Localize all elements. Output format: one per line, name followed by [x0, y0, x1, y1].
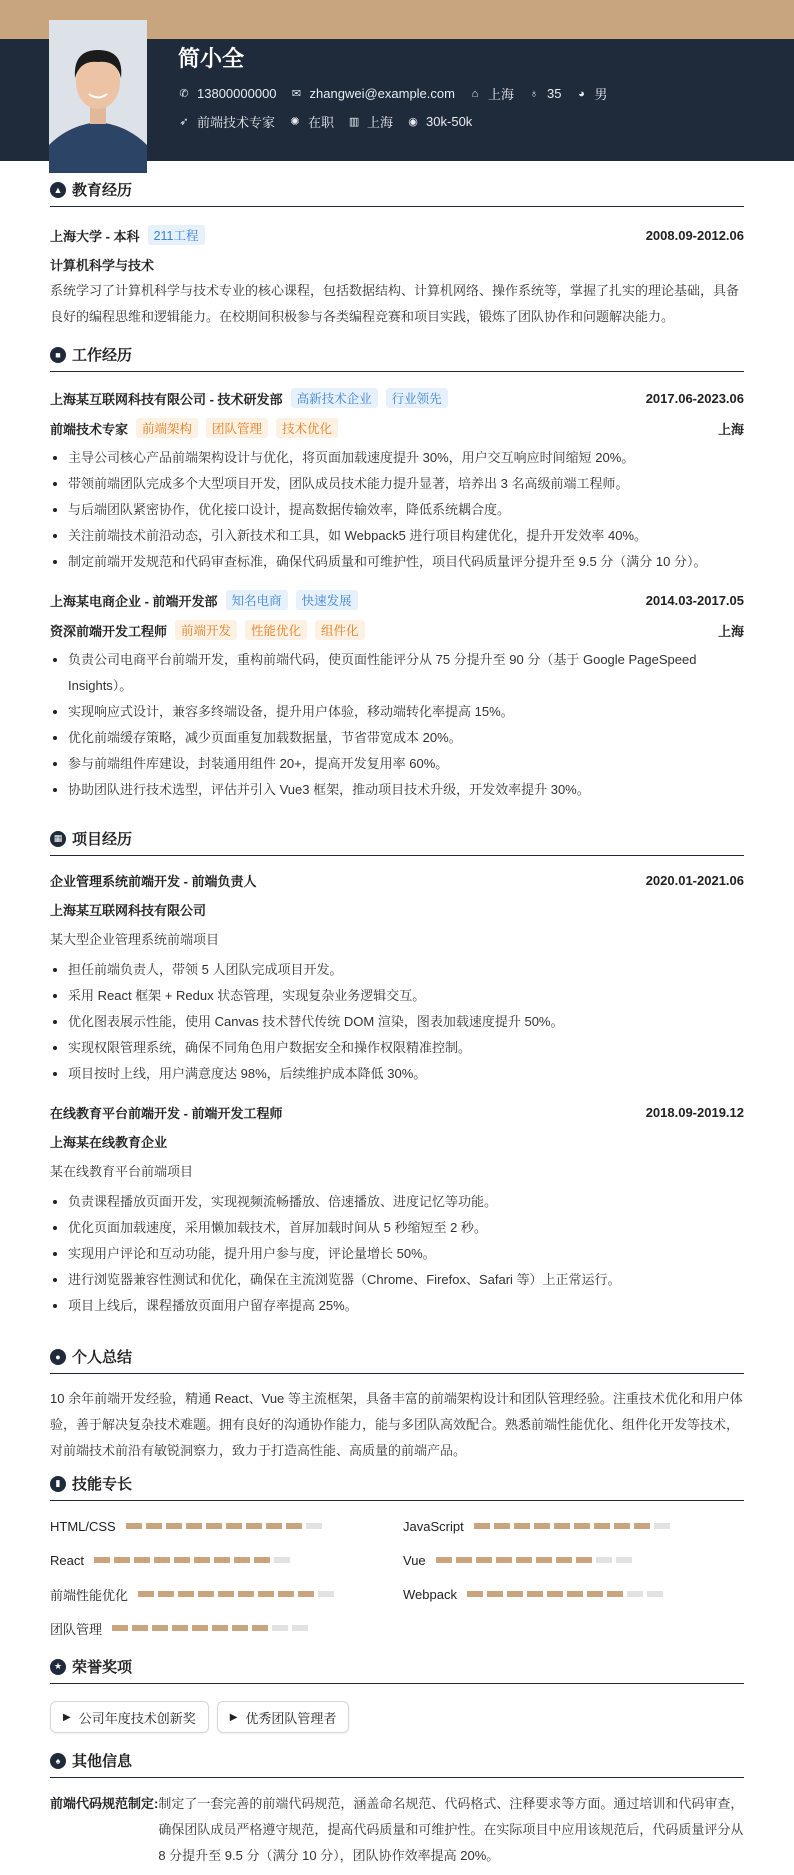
play-icon: ▶ [229, 1711, 238, 1723]
skill-segment-filled [467, 1591, 483, 1597]
award-item[interactable] [217, 1701, 350, 1733]
skill-segment-filled [487, 1591, 503, 1597]
skill-segment-filled [574, 1523, 590, 1529]
role-tag: 前端架构 [136, 418, 198, 438]
skill-segment-filled [246, 1523, 262, 1529]
phone-icon: ✆ [179, 88, 189, 100]
section-title: 技能专长 [72, 1476, 133, 1493]
skill-segment-filled [554, 1523, 570, 1529]
status: 在职 [308, 115, 335, 130]
skill-item [50, 1577, 403, 1611]
skill-segment-filled [192, 1625, 208, 1631]
skill-segment-empty [292, 1625, 308, 1631]
skill-item [403, 1509, 744, 1543]
skill-level-bar [126, 1523, 322, 1529]
list-item: 进行浏览器兼容性测试和优化，确保在主流浏览器（Chrome、Firefox、Safari 等）上正常运行。 [50, 1267, 744, 1293]
skill-item [50, 1509, 403, 1543]
skill-name: HTML/CSS [50, 1518, 116, 1534]
briefcase-icon: ■ [50, 347, 66, 363]
skill-segment-empty [272, 1625, 288, 1631]
candidate-name: 简小全 [178, 46, 245, 71]
skill-segment-empty [274, 1557, 290, 1563]
list-item: 参与前端组件库建设，封装通用组件 20+，提高开发复用率 60%。 [50, 751, 744, 777]
skill-segment-filled [534, 1523, 550, 1529]
skill-segment-empty [654, 1523, 670, 1529]
skill-level-bar [467, 1591, 663, 1597]
section-title: 其他信息 [72, 1753, 133, 1770]
skill-segment-filled [178, 1591, 194, 1597]
skill-item [50, 1611, 403, 1645]
skill-segment-filled [516, 1557, 532, 1563]
list-item: 实现响应式设计，兼容多终端设备，提升用户体验，移动端转化率提高 15%。 [50, 699, 744, 725]
section-awards-heading [50, 1650, 744, 1684]
status-icon: ✺ [290, 116, 300, 128]
skill-segment-filled [587, 1591, 603, 1597]
skill-segment-filled [218, 1591, 234, 1597]
skill-level-bar [112, 1625, 308, 1631]
salary-icon: ◉ [408, 116, 418, 128]
home-icon: ⌂ [471, 87, 479, 100]
project-desc: 某在线教育平台前端项目 [50, 1164, 194, 1179]
project-desc: 某大型企业管理系统前端项目 [50, 932, 220, 947]
company-row [50, 383, 744, 413]
send-icon: ➶ [179, 116, 189, 128]
phone: 13800000000 [197, 86, 277, 101]
skill-level-bar [138, 1591, 334, 1597]
section-title: 教育经历 [72, 182, 133, 199]
skill-segment-filled [166, 1523, 182, 1529]
skill-segment-filled [474, 1523, 490, 1529]
salary: 30k-50k [426, 114, 473, 129]
bullet-list [50, 445, 744, 575]
skill-segment-filled [494, 1523, 510, 1529]
skill-name: Vue [403, 1552, 426, 1568]
chart-icon: ▮ [50, 1476, 66, 1492]
skill-level-bar [94, 1557, 290, 1563]
education-desc: 系统学习了计算机科学与技术专业的核心课程，包括数据结构、计算机网络、操作系统等，掌握了扎实的理论基础，具备良好的编程思维和逻辑能力。在校期间积极参与各类编程竞赛和项目实践，锻炼了团队协作和问题解决能力。 [50, 283, 740, 324]
skill-segment-filled [514, 1523, 530, 1529]
skill-segment-filled [234, 1557, 250, 1563]
skill-segment-filled [212, 1625, 228, 1631]
skill-segment-filled [476, 1557, 492, 1563]
skill-segment-filled [214, 1557, 230, 1563]
skill-segment-filled [547, 1591, 563, 1597]
skill-segment-filled [254, 1557, 270, 1563]
skill-segment-filled [114, 1557, 130, 1563]
skill-segment-filled [154, 1557, 170, 1563]
list-item: 采用 React 框架 + Redux 状态管理，实现复杂业务逻辑交互。 [50, 983, 744, 1009]
skill-segment-filled [576, 1557, 592, 1563]
project-company: 上海某互联网科技有限公司 [50, 903, 207, 918]
skill-segment-filled [286, 1523, 302, 1529]
list-item: 优化图表展示性能，使用 Canvas 技术替代传统 DOM 渲染，图表加载速度提升 50%。 [50, 1009, 744, 1035]
company-tag: 高新技术企业 [291, 388, 378, 408]
skill-item [403, 1577, 744, 1611]
skill-segment-filled [266, 1523, 282, 1529]
skill-segment-filled [226, 1523, 242, 1529]
avatar-photo [49, 20, 147, 173]
skill-segment-filled [158, 1591, 174, 1597]
section-title: 工作经历 [72, 347, 133, 364]
skill-segment-filled [278, 1591, 294, 1597]
list-item: 优化页面加载速度，采用懒加载技术，首屏加载时间从 5 秒缩短至 2 秒。 [50, 1215, 744, 1241]
skill-segment-filled [206, 1523, 222, 1529]
skill-segment-filled [496, 1557, 512, 1563]
skill-segment-filled [174, 1557, 190, 1563]
skill-segment-empty [306, 1523, 322, 1529]
position: 前端技术专家 [197, 115, 276, 130]
list-item: 主导公司核心产品前端架构设计与优化，将页面加载速度提升 30%，用户交互响应时间缩短 20%。 [50, 445, 744, 471]
skill-segment-filled [232, 1625, 248, 1631]
company-row [50, 585, 744, 615]
profile-header [0, 0, 794, 161]
section-title: 项目经历 [72, 831, 133, 848]
skill-segment-filled [134, 1557, 150, 1563]
skill-segment-filled [607, 1591, 623, 1597]
skill-segment-empty [616, 1557, 632, 1563]
project-title-row [50, 1098, 744, 1127]
skill-segment-filled [456, 1557, 472, 1563]
skill-name: 前端性能优化 [50, 1587, 129, 1603]
company-tag: 快速发展 [296, 590, 358, 610]
skill-segment-filled [298, 1591, 314, 1597]
list-item: 项目上线后，课程播放页面用户留存率提高 25%。 [50, 1293, 744, 1319]
tag: 211工程 [148, 225, 205, 245]
skill-segment-filled [556, 1557, 572, 1563]
list-item: 关注前端技术前沿动态，引入新技术和工具，如 Webpack5 进行项目构建优化，提升开发效率 40%。 [50, 523, 744, 549]
skill-segment-filled [567, 1591, 583, 1597]
date: 2017.06-2023.06 [645, 390, 744, 406]
skill-level-bar [474, 1523, 670, 1529]
skill-segment-filled [112, 1625, 128, 1631]
list-item: 项目按时上线，用户满意度达 98%，后续维护成本降低 30%。 [50, 1061, 744, 1087]
skill-segment-empty [627, 1591, 643, 1597]
company-left [50, 590, 358, 610]
role-tag: 性能优化 [245, 620, 307, 640]
role-left [50, 418, 338, 438]
info-icon: ♠ [50, 1753, 66, 1769]
skill-segment-empty [647, 1591, 663, 1597]
section-title: 个人总结 [72, 1349, 133, 1366]
list-item: 负责课程播放页面开发，实现视频流畅播放、倍速播放、进度记忆等功能。 [50, 1189, 744, 1215]
role-tag: 技术优化 [276, 418, 338, 438]
skill-name: JavaScript [403, 1518, 464, 1534]
award-label: 公司年度技术创新奖 [78, 1710, 196, 1726]
list-item: 协助团队进行技术选型，评估并引入 Vue3 框架，推动项目技术升级，开发效率提升 30%。 [50, 777, 744, 803]
skill-segment-empty [596, 1557, 612, 1563]
major: 计算机科学与技术 [50, 257, 155, 273]
skill-segment-filled [94, 1557, 110, 1563]
building-icon: ▥ [348, 116, 360, 128]
award-item[interactable] [50, 1701, 209, 1733]
school: 上海大学 - 本科 [50, 228, 140, 244]
company: 上海某电商企业 - 前端开发部 [50, 593, 218, 609]
skill-name: React [50, 1552, 84, 1568]
skill-segment-filled [194, 1557, 210, 1563]
list-item: 制定前端开发规范和代码审查标准，确保代码质量和可维护性，项目代码质量评分提升至 9.5 分（满分 10 分）。 [50, 549, 744, 575]
list-item: 与后端团队紧密协作，优化接口设计，提高数据传输效率，降低系统耦合度。 [50, 497, 744, 523]
project-company: 上海某在线教育企业 [50, 1135, 168, 1150]
list-item: 优化前端缓存策略，减少页面重复加载数据量，节省带宽成本 20%。 [50, 725, 744, 751]
award-icon: ★ [50, 1659, 66, 1675]
skill-segment-filled [238, 1591, 254, 1597]
skill-segment-filled [634, 1523, 650, 1529]
skill-level-bar [436, 1557, 632, 1563]
other-text: 制定了一套完善的前端代码规范，涵盖命名规范、代码格式、注释要求等方面。通过培训和代码审查，确保团队成员严格遵守规范，提高代码质量和可维护性。在实际项目中应用该规范后，代码质量评分从 8 分提升至 9.5 分（满分 10 分），团队协作效率提高 20%。 [158, 1796, 744, 1863]
skill-segment-filled [594, 1523, 610, 1529]
company-tag: 知名电商 [226, 590, 288, 610]
company-left [50, 388, 448, 408]
cake-icon: ♁ [529, 87, 539, 100]
project-title-row [50, 866, 744, 895]
role-tag: 组件化 [315, 620, 365, 640]
section-other-heading [50, 1744, 744, 1778]
skill-item [403, 1543, 744, 1577]
list-item: 带领前端团队完成多个大型项目开发，团队成员技术能力提升显著，培养出 3 名高级前端工程师。 [50, 471, 744, 497]
role-tag: 前端开发 [175, 620, 237, 640]
role-row [50, 413, 744, 443]
date: 2018.09-2019.12 [645, 1105, 744, 1120]
skill-segment-filled [536, 1557, 552, 1563]
skill-segment-filled [507, 1591, 523, 1597]
gender-icon: ◕ [578, 87, 585, 100]
section-work-heading [50, 338, 744, 372]
other-label: 前端代码规范制定: [50, 1796, 159, 1811]
education-item [50, 220, 744, 250]
skill-segment-filled [138, 1591, 154, 1597]
date: 2014.03-2017.05 [645, 592, 744, 608]
role: 资深前端开发工程师 [50, 623, 168, 639]
city: 上海 [487, 87, 514, 102]
skill-item [50, 1543, 403, 1577]
role-tag: 团队管理 [206, 418, 268, 438]
section-skills-heading [50, 1467, 744, 1501]
date: 2008.09-2012.06 [645, 227, 744, 243]
other-item [50, 1791, 744, 1869]
graduation-cap-icon: ▲ [50, 182, 66, 198]
company: 上海某互联网科技有限公司 - 技术研发部 [50, 391, 283, 407]
skill-segment-filled [186, 1523, 202, 1529]
list-item: 实现用户评论和互动功能，提升用户参与度，评论量增长 50%。 [50, 1241, 744, 1267]
company-tag: 行业领先 [386, 388, 448, 408]
gender: 男 [594, 87, 608, 102]
skill-segment-filled [258, 1591, 274, 1597]
skill-segment-filled [172, 1625, 188, 1631]
skill-segment-filled [436, 1557, 452, 1563]
skill-segment-filled [132, 1625, 148, 1631]
list-item: 负责公司电商平台前端开发，重构前端代码，使页面性能评分从 75 分提升至 90 分（基于 Google PageSpeed Insights）。 [50, 647, 744, 699]
skill-segment-filled [527, 1591, 543, 1597]
work-city: 上海 [717, 421, 744, 437]
bullet-list [50, 957, 744, 1087]
section-education-heading [50, 173, 744, 207]
mail-icon: ✉ [291, 88, 302, 100]
summary-text: 10 余年前端开发经验，精通 React、Vue 等主流框架，具备丰富的前端架构设计和团队管理经验。注重技术优化和用户体验，善于解决复杂技术难题。拥有良好的沟通协作能力，能与多团队高效配合。熟悉前端性能优化、组件化开发等技术，对前端技术前沿有敏锐洞察力，致力于打造高性能、高质量的前端产品。 [50, 1391, 743, 1458]
role: 前端技术专家 [50, 421, 129, 437]
bullet-list [50, 647, 744, 803]
award-label: 优秀团队管理者 [245, 1710, 337, 1726]
play-icon: ▶ [63, 1711, 71, 1723]
age: 35 [546, 86, 562, 101]
project-title: 企业管理系统前端开发 - 前端负责人 [50, 874, 257, 889]
skill-segment-filled [252, 1625, 268, 1631]
skill-name: Webpack [403, 1586, 457, 1602]
role-row [50, 615, 744, 645]
section-projects-heading [50, 822, 744, 856]
skill-name: 团队管理 [50, 1621, 103, 1637]
role-left [50, 620, 365, 640]
date: 2020.01-2021.06 [645, 873, 744, 888]
section-summary-heading [50, 1340, 744, 1374]
list-item: 担任前端负责人，带领 5 人团队完成项目开发。 [50, 957, 744, 983]
grid-icon: ▦ [50, 831, 66, 847]
skill-segment-filled [126, 1523, 142, 1529]
project-title: 在线教育平台前端开发 - 前端开发工程师 [50, 1106, 283, 1121]
user-icon: ● [50, 1349, 66, 1365]
skill-segment-filled [152, 1625, 168, 1631]
email[interactable]: zhangwei@example.com [309, 86, 455, 101]
target-city: 上海 [367, 115, 394, 130]
skill-segment-filled [146, 1523, 162, 1529]
bullet-list [50, 1189, 744, 1319]
skill-segment-filled [614, 1523, 630, 1529]
section-title: 荣誉奖项 [72, 1659, 133, 1676]
list-item: 实现权限管理系统，确保不同角色用户数据安全和操作权限精准控制。 [50, 1035, 744, 1061]
skill-segment-filled [198, 1591, 214, 1597]
skill-segment-empty [318, 1591, 334, 1597]
work-city: 上海 [717, 623, 744, 639]
